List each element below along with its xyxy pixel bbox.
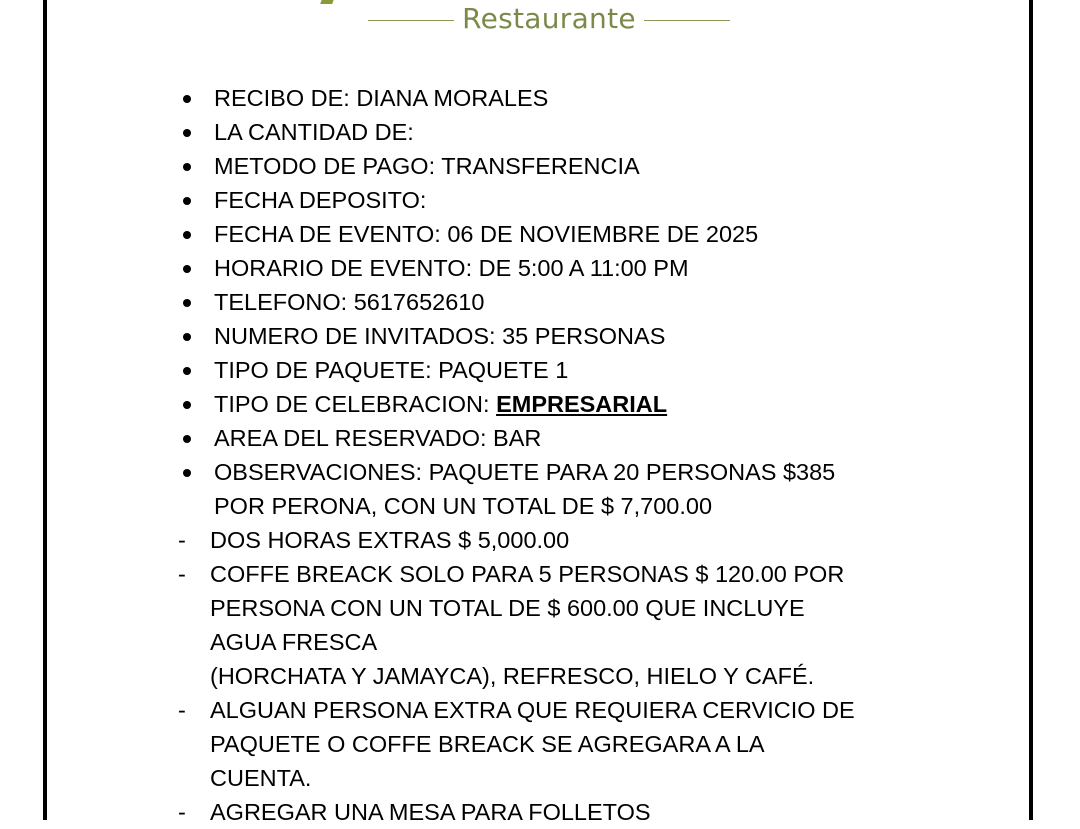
list-item-observations (178, 455, 958, 829)
observations-sublist (178, 523, 958, 829)
list-item: TELEFONO: 5617652610 (178, 285, 958, 319)
receipt-details-list (178, 81, 958, 829)
brand-divider-right (644, 20, 730, 21)
sub-item-line: - COFFE BREACK SOLO PARA 5 PERSONAS $ 120.00 POR (210, 561, 845, 587)
sub-item-line: PERSONA CON UN TOTAL DE $ 600.00 QUE INCLUYE (210, 595, 805, 621)
sub-item-line: - AGREGAR UNA MESA PARA FOLLETOS (210, 799, 651, 825)
list-item: TIPO DE PAQUETE: PAQUETE 1 (178, 353, 958, 387)
sub-item-line: - ALGUAN PERSONA EXTRA QUE REQUIERA CERVICIO DE (210, 697, 855, 723)
sub-item-line: AGUA FRESCA (210, 629, 378, 655)
list-item: FECHA DE EVENTO: 06 DE NOVIEMBRE DE 2025 (178, 217, 958, 251)
list-item: AREA DEL RESERVADO: BAR (178, 421, 958, 455)
celebration-value: EMPRESARIAL (496, 391, 668, 417)
observations-line: POR PERONA, CON UN TOTAL DE $ 7,700.00 (214, 493, 713, 519)
brand-divider-left (368, 20, 454, 21)
list-item-celebration (178, 387, 958, 421)
sub-item-line: (HORCHATA Y JAMAYCA), REFRESCO, HIELO Y CAFÉ. (210, 663, 815, 689)
brand-name: Restaurante (462, 1, 636, 35)
sub-list-item (178, 693, 958, 795)
list-item: HORARIO DE EVENTO: DE 5:00 A 11:00 PM (178, 251, 958, 285)
list-item: LA CANTIDAD DE: (178, 115, 958, 149)
celebration-label: TIPO DE CELEBRACION: (214, 391, 497, 417)
sub-item-line: PAQUETE O COFFE BREACK SE AGREGARA A LA (210, 731, 765, 757)
list-item: RECIBO DE: DIANA MORALES (178, 81, 958, 115)
sub-list-item (178, 557, 958, 693)
sub-item-line: CUENTA. (210, 765, 312, 791)
list-item: NUMERO DE INVITADOS: 35 PERSONAS (178, 319, 958, 353)
sub-item-line: - DOS HORAS EXTRAS $ 5,000.00 (210, 527, 570, 553)
list-item: METODO DE PAGO: TRANSFERENCIA (178, 149, 958, 183)
list-item: FECHA DEPOSITO: (178, 183, 958, 217)
brand-header (368, 0, 730, 40)
sub-list-item (178, 523, 958, 557)
observations-line: OBSERVACIONES: PAQUETE PARA 20 PERSONAS $385 (214, 459, 836, 485)
sub-list-item (178, 795, 958, 829)
